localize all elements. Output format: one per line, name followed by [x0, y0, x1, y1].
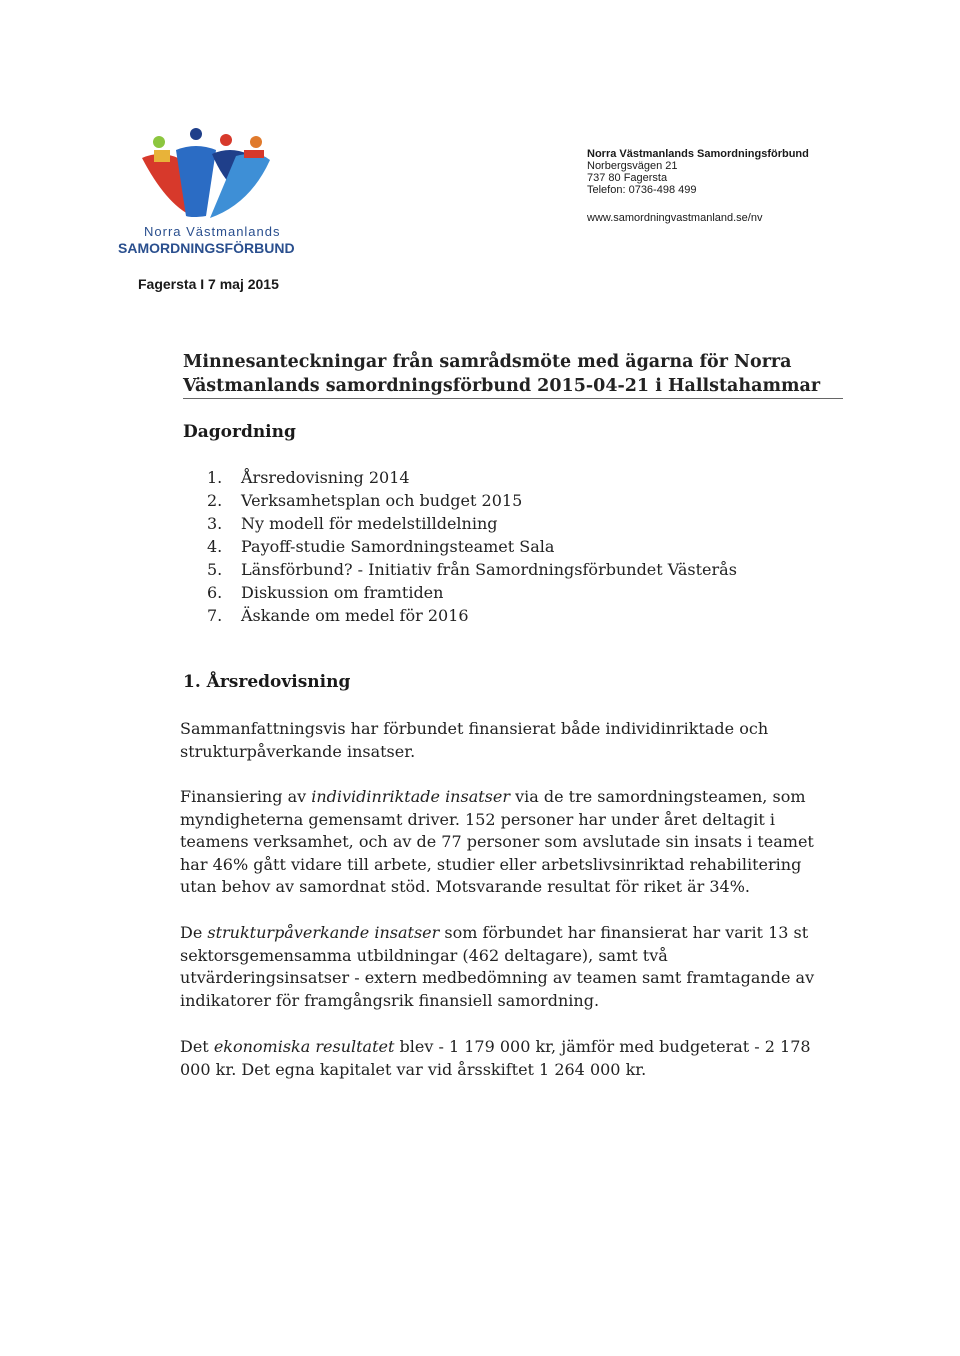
- address-postal: 737 80 Fagersta: [587, 172, 668, 184]
- agenda-item: [207, 604, 737, 627]
- agenda-item: [207, 581, 737, 604]
- agenda-item-number: 4.: [207, 537, 223, 556]
- title-line-1: Minnesanteckningar från samrådsmöte med ägarna för Norra: [183, 352, 792, 372]
- paragraph-economic-result: [180, 1036, 820, 1081]
- agenda-item-text: Länsförbund? - Initiativ från Samordningsförbundet Västerås: [241, 560, 737, 579]
- agenda-heading: Dagordning: [183, 422, 296, 442]
- address-org: Norra Västmanlands Samordningsförbund: [587, 148, 809, 160]
- address-website-link[interactable]: www.samordningvastmanland.se/nv: [587, 212, 763, 224]
- emphasis-text: ekonomiska resultatet: [213, 1037, 395, 1056]
- agenda-item: [207, 535, 737, 558]
- text-span: blev - 1 179 000 kr, jämför med budgeterat - 2 178 000 kr. Det egna kapitalet var vid årsskiftet 1 264 000 kr.: [180, 1037, 811, 1079]
- agenda-item: [207, 489, 737, 512]
- organization-logo: [118, 128, 298, 256]
- logo-text-region: Norra Västmanlands: [144, 224, 281, 239]
- agenda-item: [207, 512, 737, 535]
- emphasis-text: individinriktade insatser: [311, 787, 510, 806]
- text-span: De: [180, 923, 208, 942]
- emphasis-text: strukturpåverkande insatser: [207, 923, 440, 942]
- section-heading-arsredovisning: 1. Årsredovisning: [183, 672, 351, 692]
- agenda-list: [207, 466, 737, 627]
- text-span: Finansiering av: [180, 787, 312, 806]
- text-span: via de tre samordningsteamen, som myndigheterna gemensamt driver. 152 personer har under året deltagit i teamens verksamhet, och av de 77 personer som avslutade sin insats i teamet har 46% gått vidare till arbete, studier eller arbetslivsinriktad rehabilitering utan behov av samordnat stöd. Motsvarande resultat för riket är 34%.: [180, 787, 814, 896]
- address-phone: Telefon: 0736-498 499: [587, 184, 697, 196]
- text-span: som förbundet har finansierat har varit 13 st sektorsgemensamma utbildningar (462 deltagare), samt två utvärderingsinsatser - extern medbedömning av teamen samt framtagande av indikatorer för framgångsrik finansiell samordning.: [180, 923, 815, 1010]
- agenda-item: [207, 466, 737, 489]
- agenda-item: [207, 558, 737, 581]
- agenda-item-text: Ny modell för medelstilldelning: [241, 514, 498, 533]
- title-line-2: Västmanlands samordningsförbund 2015-04-21 i Hallstahammar: [183, 376, 821, 396]
- agenda-item-number: 7.: [207, 606, 223, 625]
- title-underline: [183, 398, 843, 399]
- text-span: Det: [180, 1037, 214, 1056]
- people-figures-icon: [140, 128, 270, 220]
- agenda-item-text: Årsredovisning 2014: [241, 468, 410, 487]
- agenda-item-text: Äskande om medel för 2016: [241, 606, 469, 625]
- agenda-item-number: 1.: [207, 468, 223, 487]
- agenda-item-number: 3.: [207, 514, 223, 533]
- paragraph-individual-efforts: [180, 786, 820, 899]
- place-date: Fagersta I 7 maj 2015: [138, 276, 279, 292]
- agenda-item-text: Diskussion om framtiden: [241, 583, 444, 602]
- address-block: [587, 148, 809, 224]
- paragraph-structural-efforts: [180, 922, 820, 1012]
- agenda-item-text: Verksamhetsplan och budget 2015: [241, 491, 523, 510]
- address-street: Norbergsvägen 21: [587, 160, 678, 172]
- agenda-item-number: 5.: [207, 560, 223, 579]
- paragraph-summary: Sammanfattningsvis har förbundet finansierat både individinriktade och strukturpåverkande insatser.: [180, 719, 769, 761]
- agenda-item-number: 6.: [207, 583, 223, 602]
- logo-text-organization: SAMORDNINGSFÖRBUND: [118, 240, 295, 256]
- agenda-item-text: Payoff-studie Samordningsteamet Sala: [241, 537, 555, 556]
- agenda-item-number: 2.: [207, 491, 223, 510]
- document-title: [183, 350, 843, 398]
